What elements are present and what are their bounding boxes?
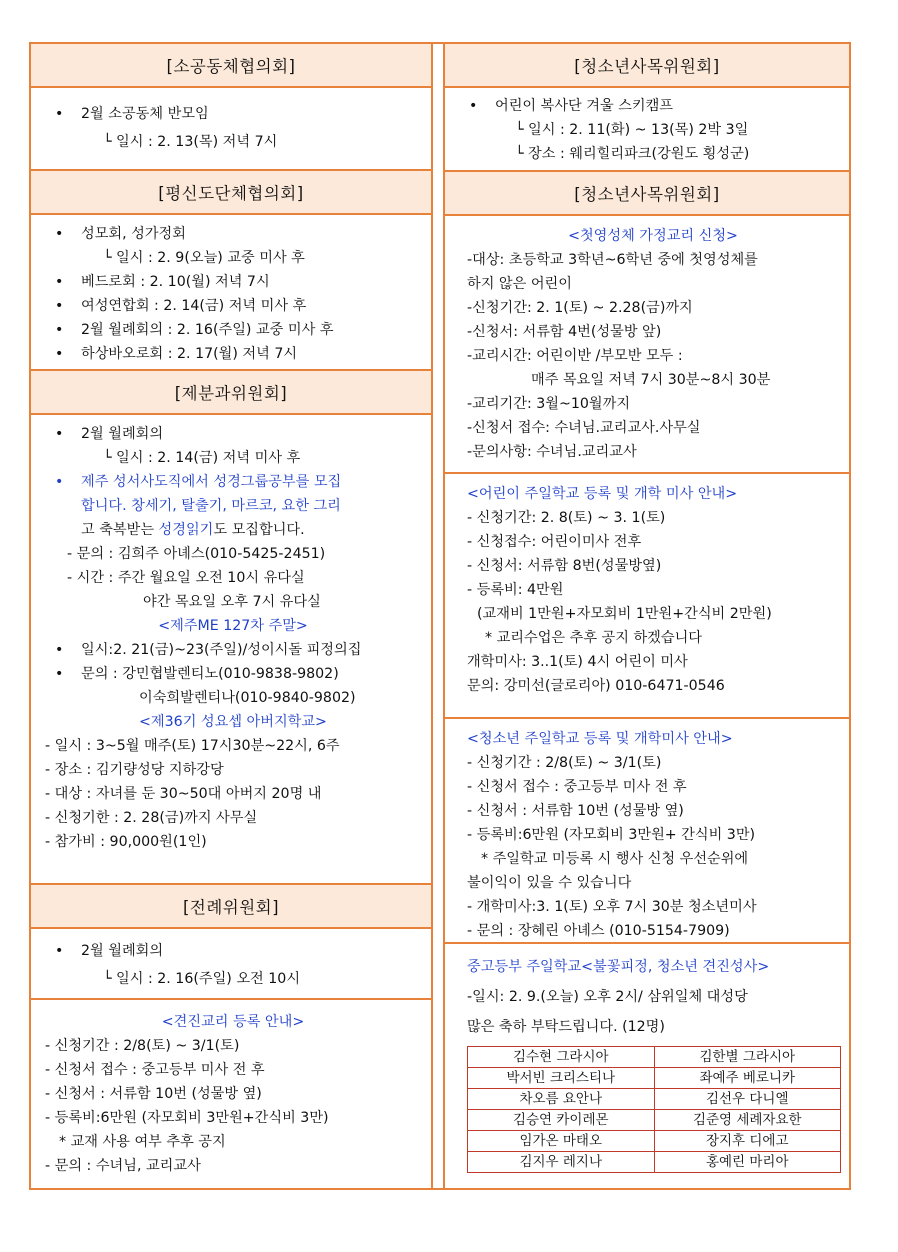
section-header-lay-groups: [평신도단체협의회] <box>31 171 431 215</box>
list-item: - 신청서 접수 : 중고등부 미사 전 후 <box>467 779 687 795</box>
list-item-detail: (교재비 1만원+자모회비 1만원+간식비 2만원) <box>477 606 772 622</box>
table-cell: 차오름 요안나 <box>468 1089 655 1110</box>
list-item: • 문의 : 강민협발렌티노(010-9838-9802) <box>45 662 421 686</box>
subsection-title-first-communion: <첫영성체 가정교리 신청> <box>568 228 738 244</box>
section-first-communion <box>445 216 849 474</box>
list-item: - 신청기간: 2. 8(토) ~ 3. 1(토) <box>467 510 666 526</box>
list-item: - 문의 : 수녀님, 교리교사 <box>45 1158 201 1174</box>
list-item-detail: └ 일시 : 2. 13(목) 저녁 7시 <box>103 134 278 150</box>
subsection-title-me: <제주ME 127차 주말> <box>158 618 308 634</box>
list-item: • 여성연합회 : 2. 14(금) 저녁 미사 후 <box>45 294 421 318</box>
list-item: - 신청기한 : 2. 28(금)까지 사무실 <box>45 810 258 826</box>
list-item: - 장소 : 김기량성당 지하강당 <box>45 762 224 778</box>
table-cell: 좌예주 베로니카 <box>654 1068 841 1089</box>
list-item-note: * 교리수업은 추후 공지 하겠습니다 <box>485 630 703 646</box>
left-column <box>31 44 431 1186</box>
table-cell: 홍예린 마리아 <box>654 1152 841 1173</box>
list-item: - 신청서 : 서류함 10번 (성물방 옆) <box>45 1086 262 1102</box>
list-item: - 신청기간 : 2/8(토) ~ 3/1(토) <box>467 755 662 771</box>
list-item: • 2월 월례회의 <box>45 422 421 446</box>
list-item-detail: └ 일시 : 2. 11(화) ~ 13(목) 2박 3일 <box>515 122 749 138</box>
list-item: - 신청서 접수 : 중고등부 미사 전 후 <box>45 1062 265 1078</box>
list-item: -신청기간: 2. 1(토) ~ 2.28(금)까지 <box>467 300 693 316</box>
subsection-title-confirmation-retreat: 중고등부 주일학교<불꽃피정, 청소년 견진성사> <box>467 959 770 975</box>
list-item: -교리시간: 어린이반 /부모반 모두 : <box>467 348 683 364</box>
confirmand-table <box>467 1046 841 1173</box>
list-item-detail: - 문의 : 김희주 아녜스(010-5425-2451) <box>67 546 326 562</box>
section-header-liturgy: [전례위원회] <box>31 885 431 929</box>
list-item-detail: - 시간 : 주간 월요일 오전 10시 유다실 <box>67 570 305 586</box>
table-row <box>468 1047 841 1068</box>
list-item: • 베드로회 : 2. 10(월) 저녁 7시 <box>45 270 421 294</box>
list-item: -문의사항: 수녀님.교리교사 <box>467 444 637 460</box>
list-item-note: * 주일학교 미등록 시 행사 신청 우선순위에 <box>481 851 749 867</box>
list-item: -신청서 접수: 수녀님.교리교사.사무실 <box>467 420 701 436</box>
section-ski-camp <box>445 88 849 172</box>
table-row <box>468 1068 841 1089</box>
table-row <box>468 1152 841 1173</box>
section-header-committees: [제분과위원회] <box>31 371 431 415</box>
list-item: • 하상바오로회 : 2. 17(월) 저녁 7시 <box>45 342 421 366</box>
section-committees <box>31 415 431 885</box>
subsection-title-confirmation: <견진교리 등록 안내> <box>161 1014 305 1030</box>
list-item-detail: 매주 목요일 저녁 7시 30분~8시 30분 <box>531 372 771 388</box>
list-item: • 2월 월례회의 <box>45 939 421 963</box>
list-item-cont: 합니다. 창세기, 탈출기, 마르코, 요한 그리 <box>81 498 341 514</box>
table-cell: 박서빈 크리스티나 <box>468 1068 655 1089</box>
list-item: -신청서: 서류함 4번(성물방 앞) <box>467 324 662 340</box>
table-cell: 장지후 디에고 <box>654 1131 841 1152</box>
list-item-bible-study: • 제주 성서사도직에서 성경그룹공부를 모집 <box>45 470 421 494</box>
list-item: -교리기간: 3월~10월까지 <box>467 396 631 412</box>
list-item-cont: 고 축복받는 성경읽기도 모집합니다. <box>81 522 305 538</box>
list-item: - 문의 : 장혜린 아녜스 (010-5154-7909) <box>467 923 730 939</box>
list-item: -일시: 2. 9.(오늘) 오후 2시/ 삼위일체 대성당 <box>467 989 748 1005</box>
section-header-youth-1: [청소년사목위원회] <box>445 44 849 88</box>
table-cell: 김선우 다니엘 <box>654 1089 841 1110</box>
section-confirmation <box>31 1000 431 1186</box>
list-item: 하지 않은 어린이 <box>467 276 572 292</box>
list-item: - 신청기간 : 2/8(토) ~ 3/1(토) <box>45 1038 240 1054</box>
list-item: - 신청서 : 서류함 10번 (성물방 옆) <box>467 803 684 819</box>
table-cell: 김수현 그라시아 <box>468 1047 655 1068</box>
section-header-youth-2: [청소년사목위원회] <box>445 172 849 216</box>
list-item: • 성모회, 성가정회 <box>45 222 421 246</box>
right-column <box>445 44 849 1190</box>
list-item: - 등록비: 4만원 <box>467 582 564 598</box>
list-item: - 일시 : 3~5월 매주(토) 17시30분~22시, 6주 <box>45 738 340 754</box>
list-item-detail: └ 일시 : 2. 9(오늘) 교중 미사 후 <box>103 250 305 266</box>
table-cell: 김한별 그라시아 <box>654 1047 841 1068</box>
section-youth-school <box>445 719 849 944</box>
section-confirmation-retreat <box>445 944 849 1190</box>
list-item: - 등록비:6만원 (자모회비 3만원+ 간식비 3만) <box>467 827 756 843</box>
table-row <box>468 1110 841 1131</box>
list-item: 문의: 강미선(글로리아) 010-6471-0546 <box>467 678 725 694</box>
list-item: • 일시:2. 21(금)~23(주일)/성이시돌 피정의집 <box>45 638 421 662</box>
list-item-note: * 교재 사용 여부 추후 공지 <box>59 1134 226 1150</box>
section-small-community <box>31 88 431 171</box>
subsection-title-father-school: <제36기 성요셉 아버지학교> <box>139 714 327 730</box>
list-item: - 대상 : 자녀를 둔 30~50대 아버지 20명 내 <box>45 786 322 802</box>
list-item: • 어린이 복사단 겨울 스키캠프 <box>459 94 839 118</box>
table-cell: 김준영 세례자요한 <box>654 1110 841 1131</box>
list-item: - 참가비 : 90,000원(1인) <box>45 834 207 850</box>
list-item-detail: └ 일시 : 2. 16(주일) 오전 10시 <box>103 971 301 987</box>
section-liturgy <box>31 929 431 1000</box>
table-cell: 임가온 마태오 <box>468 1131 655 1152</box>
list-item: - 신청서: 서류함 8번(성물방옆) <box>467 558 662 574</box>
list-item: - 신청접수: 어린이미사 전후 <box>467 534 642 550</box>
list-item: • 2월 월례회의 : 2. 16(주일) 교중 미사 후 <box>45 318 421 342</box>
list-item: 개학미사: 3..1(토) 4시 어린이 미사 <box>467 654 688 670</box>
column-divider <box>431 42 445 1190</box>
list-item-detail: 이숙희발렌티나(010-9840-9802) <box>139 690 356 706</box>
list-item: - 개학미사:3. 1(토) 오후 7시 30분 청소년미사 <box>467 899 757 915</box>
section-children-school <box>445 474 849 719</box>
list-item-detail: 야간 목요일 오후 7시 유다실 <box>143 594 321 610</box>
list-item: 많은 축하 부탁드립니다. (12명) <box>467 1019 665 1035</box>
subsection-title-youth-school: <청소년 주일학교 등록 및 개학미사 안내> <box>467 731 733 747</box>
list-item: • 2월 소공동체 반모임 <box>45 102 421 126</box>
table-row <box>468 1089 841 1110</box>
table-row <box>468 1131 841 1152</box>
table-cell: 김승연 카이레몬 <box>468 1110 655 1131</box>
list-item-cont: 불이익이 있을 수 있습니다 <box>467 875 632 891</box>
table-cell: 김지우 레지나 <box>468 1152 655 1173</box>
list-item: -대상: 초등학교 3학년~6학년 중에 첫영성체를 <box>467 252 758 268</box>
section-lay-groups <box>31 215 431 371</box>
subsection-title-children-school: <어린이 주일학교 등록 및 개학 미사 안내> <box>467 486 738 502</box>
list-item: - 등록비:6만원 (자모회비 3만원+간식비 3만) <box>45 1110 329 1126</box>
list-item-detail: └ 장소 : 웨리힐리파크(강원도 횡성군) <box>515 146 750 162</box>
list-item-detail: └ 일시 : 2. 14(금) 저녁 미사 후 <box>103 450 301 466</box>
section-header-small-community: [소공동체협의회] <box>31 44 431 88</box>
